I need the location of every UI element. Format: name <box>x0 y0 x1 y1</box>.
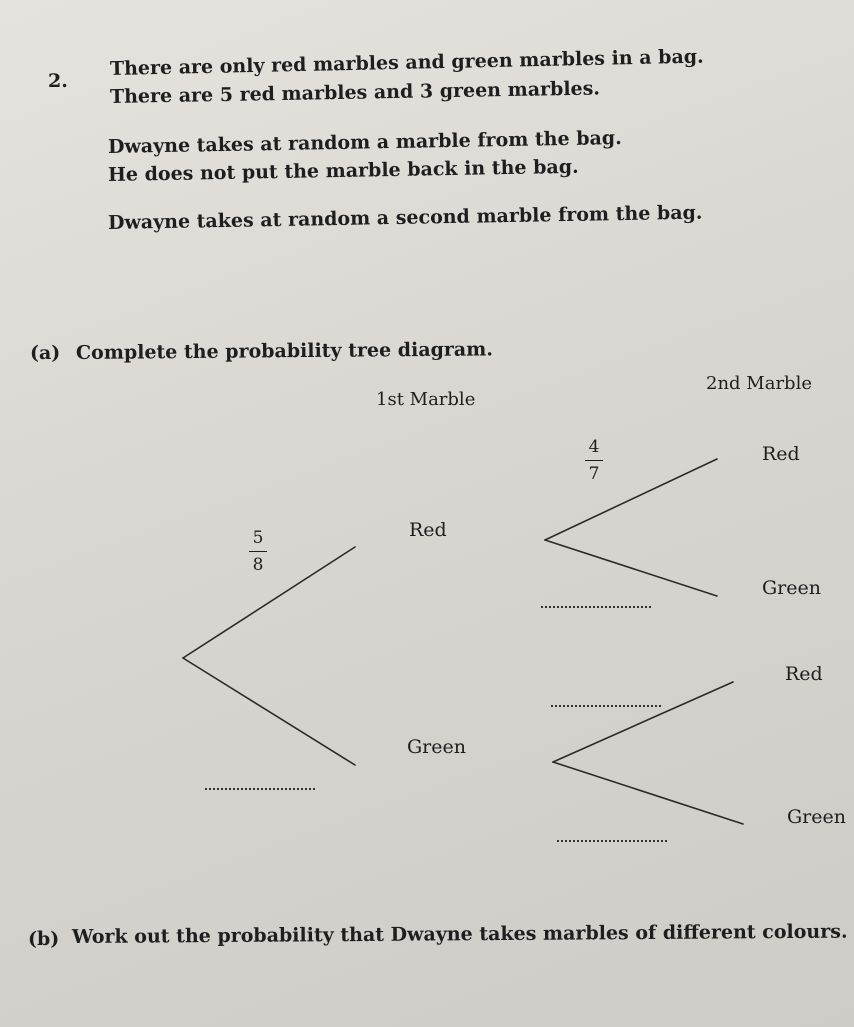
blank-prob-first-green[interactable] <box>205 788 315 790</box>
fraction-bar <box>585 460 603 461</box>
branch-first-red <box>183 547 355 658</box>
question-line-2: There are 5 red marbles and 3 green marbles. <box>109 77 601 108</box>
outcome-green-green: Green <box>787 806 846 828</box>
blank-prob-green-green[interactable] <box>557 840 667 842</box>
prob-red-red-den: 7 <box>588 464 600 484</box>
outcome-red-red: Red <box>762 443 800 465</box>
part-b-label: (b) <box>28 928 60 950</box>
outcome-green-red: Red <box>785 663 823 685</box>
branch-green-green <box>553 762 743 824</box>
question-line-1: There are only red marbles and green marbles in a bag. <box>109 45 704 80</box>
prob-first-red-num: 5 <box>252 528 264 548</box>
second-marble-header: 2nd Marble <box>706 373 812 394</box>
question-line-3: Dwayne takes at random a marble from the bag. <box>107 127 622 158</box>
outcome-first-green: Green <box>407 736 466 758</box>
prob-red-red-num: 4 <box>588 437 600 457</box>
prob-red-red <box>585 439 603 483</box>
first-marble-header: 1st Marble <box>376 389 476 410</box>
prob-first-red <box>249 530 267 574</box>
question-line-4: He does not put the marble back in the bag. <box>107 155 579 186</box>
branch-red-green <box>545 540 717 596</box>
prob-first-red-den: 8 <box>252 555 264 575</box>
outcome-first-red: Red <box>409 519 447 541</box>
fraction-bar <box>249 551 267 552</box>
branch-green-red <box>553 682 733 762</box>
blank-prob-red-green[interactable] <box>541 606 651 608</box>
blank-prob-green-red[interactable] <box>551 705 661 707</box>
question-number: 2. <box>48 70 68 92</box>
question-line-5: Dwayne takes at random a second marble from the bag. <box>107 201 703 234</box>
branch-first-green <box>183 658 355 765</box>
branch-red-red <box>545 459 717 540</box>
part-a-text: Complete the probability tree diagram. <box>75 338 493 364</box>
outcome-red-green: Green <box>762 577 821 599</box>
part-a-label: (a) <box>30 342 61 364</box>
part-b-text: Work out the probability that Dwayne takes marbles of different colours. <box>71 920 848 948</box>
